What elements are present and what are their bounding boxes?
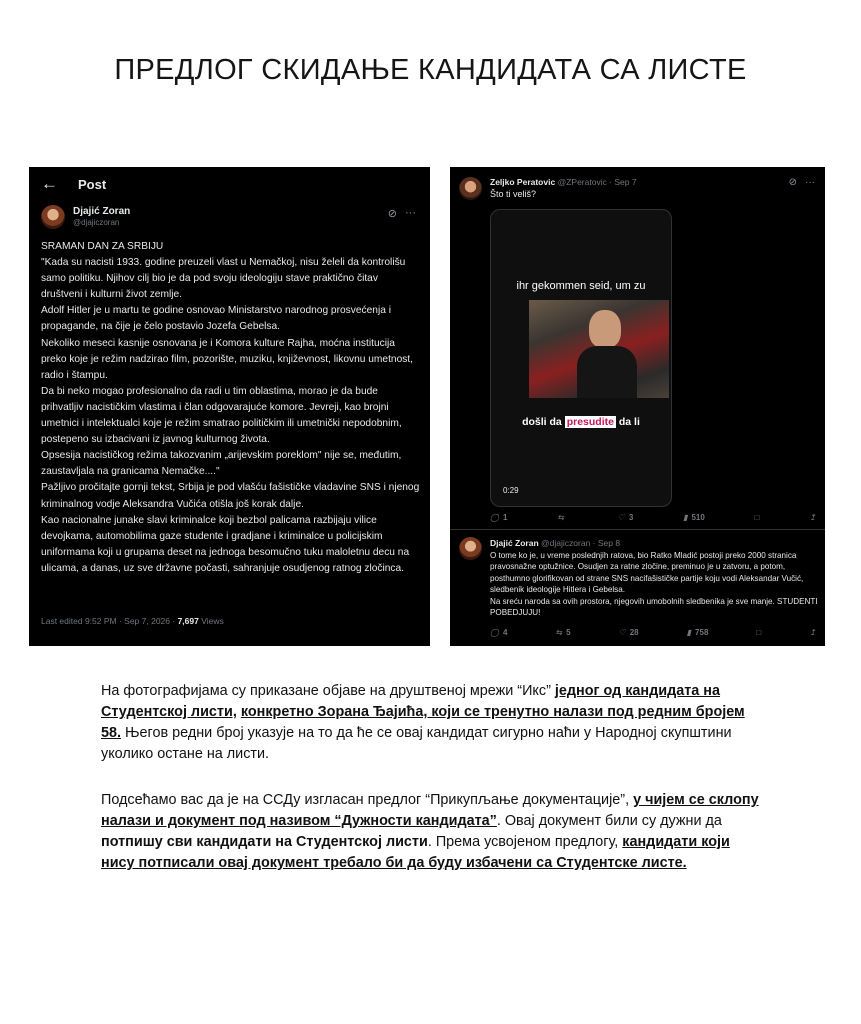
video-frame bbox=[529, 300, 669, 398]
post-text: SRAMAN DAN ZA SRBIJU "Kada su nacisti 1933. godine preuzeli vlast u Nemačkoj, nisu želeli da kontrolišu samo politiku. Njihov cilj bio je da pod svoju ideologiju stave praktično čitav društveni i kulturni život zemlje. Adolf Hitler je u martu te godine osnovao Ministarstvo narodnog prosvećenja i propagande, na čije je čelo postavio Jozefa Gebelsa. Nekoliko meseci kasnije osnovana je i Komora kulture Rajha, moćna institucija preko koje je režim nadzirao film, pozorište, muziku, književnost, likovnu umetnost, radio i štampu. Da bi neko mogao profesionalno da radi u tim oblastima, morao je da bude prihvatljiv nacističkim vlastima i član odgovarajuće komore. Jevreji, kao brojni umetnici i intelektualci koje je režim smatrao političkim ili umetnički nepodobnim, postepeno su izbacivani iz javnog kulturnog života. Opsesija nacističkog režima takozvanim „arijevskim poreklom" nije se, međutim, zaustavljala na granicama Nemačke...." Pažljivo pročitajte gornji tekst, Srbija je pod vlašću fašističke vladavine SNS i njenog kriminalnog vodje Aleksandra Vučića otišla još korak dalje. Kao nacionalne junake slavi kriminalce koji bezbol palicama razbijaju vilice devojkama, automobilima gaze studente i gradjane i kriminalce u policijskim uniformama koji u grupama deset na jednoga besomučno tuku maloletnu decu na ulicama, a danas, uz sve državne počasti, sahranjuje osudjenog ratnog zločinca. bbox=[41, 241, 420, 574]
page-title: ПРЕДЛОГ СКИДАЊЕ КАНДИДАТА СА ЛИСТЕ bbox=[114, 54, 747, 86]
bookmark-icon: □ bbox=[756, 628, 762, 637]
post-footer bbox=[41, 616, 224, 626]
emphasis-document: у чијем се склопу налази и документ под називом “Дужности кандидата” bbox=[101, 792, 759, 829]
views-label: Views bbox=[198, 616, 224, 626]
bookmark-button[interactable] bbox=[756, 628, 761, 637]
video-player[interactable] bbox=[490, 209, 672, 507]
post-author bbox=[490, 538, 620, 548]
caption-highlight: presudite bbox=[566, 416, 614, 428]
like-button[interactable]: ♡ 28 bbox=[618, 628, 639, 637]
reply-button[interactable]: ◯ 4 bbox=[490, 628, 508, 637]
post-text: O tome ko je, u vreme poslednjih ratova, bio Ratko Mladić postoji preko 2000 stranica pravosnažne optužnice. Osudjen za ratne zločine, preminuo je u zatvoru, a potom, posthumno glorifikovan od strane SNS nacifašističke partije koju vodi Aleksandar Vučić, sledbenik ideologije Hitlera i Gebelsa. Na sreću naroda sa ovih prostora, njegovih umobolnih sledbenika je sve manje. STUDENTI POBEDJUJU! bbox=[490, 551, 818, 618]
like-button[interactable]: ♡ 3 bbox=[617, 513, 634, 522]
repost-button[interactable]: ⇆ 5 bbox=[555, 628, 571, 637]
grok-icon[interactable]: ⊘ bbox=[788, 177, 797, 188]
paragraph-1: На фотографијама су приказане објаве на друштвеној мрежи “Икс” једног од кандидата на Студентској листи, конкретно Зорана Ђајића, који се тренутно налази под редним бројем 58. Његов редни број указује на то да ће се овај кандидат сигурно наћи у Народној скупштини уколико остане на листи. bbox=[101, 683, 745, 762]
views-icon: ▮ bbox=[683, 513, 688, 522]
right-post-screenshot bbox=[450, 167, 825, 646]
views-icon: ▮ bbox=[686, 628, 692, 637]
views-button[interactable]: ▮ 510 bbox=[683, 513, 705, 522]
views-button[interactable]: ▮ 758 bbox=[686, 628, 709, 637]
author-meta: @djajiczoran · Sep 8 bbox=[541, 538, 621, 548]
share-button[interactable] bbox=[809, 513, 816, 522]
more-icon[interactable]: ··· bbox=[805, 177, 815, 188]
grok-icon[interactable]: ⊘ bbox=[387, 208, 397, 220]
person-body bbox=[577, 346, 637, 398]
left-post-screenshot bbox=[29, 167, 430, 646]
avatar[interactable] bbox=[41, 205, 65, 229]
author-handle[interactable]: @djajiczoran bbox=[73, 218, 120, 227]
share-button[interactable] bbox=[809, 628, 816, 637]
emphasis-candidate: једног од кандидата на Студентској листи, bbox=[101, 683, 720, 720]
post-toolbar bbox=[388, 207, 416, 220]
author-name[interactable]: Djajić Zoran bbox=[490, 538, 539, 548]
reply-icon: ◯ bbox=[490, 628, 499, 637]
author-meta: @ZPeratovic · Sep 7 bbox=[557, 177, 637, 187]
author-name[interactable]: Zeljko Peratovic bbox=[490, 177, 556, 187]
divider bbox=[450, 529, 825, 530]
video-caption-top: ihr gekommen seid, um zu bbox=[516, 280, 646, 292]
emphasis-removal: кандидати који нису потписали овај документ требало би да буду избачени са Студентске листе. bbox=[101, 834, 730, 871]
reply-button[interactable]: ◯ 1 bbox=[490, 513, 508, 522]
reply-icon: ◯ bbox=[490, 513, 499, 522]
bookmark-button[interactable] bbox=[755, 513, 760, 522]
post-header-title: Post bbox=[78, 176, 107, 192]
share-icon: ↥ bbox=[809, 513, 816, 522]
video-duration: 0:29 bbox=[503, 486, 519, 495]
repost-icon: ⇆ bbox=[557, 513, 564, 522]
post-toolbar bbox=[789, 177, 815, 188]
post-actions bbox=[490, 628, 816, 637]
person-face bbox=[589, 310, 621, 348]
emphasis-sign: потпишу сви кандидати на Студентској листи bbox=[101, 834, 428, 850]
avatar[interactable] bbox=[459, 177, 482, 200]
more-icon[interactable]: ··· bbox=[405, 207, 416, 219]
like-icon: ♡ bbox=[617, 513, 625, 522]
post-author bbox=[490, 177, 637, 187]
views-count: 7,697 bbox=[177, 616, 199, 626]
emphasis-name: конкретно Зорана Ђајића, који се тренутно налази под редним бројем 58. bbox=[101, 704, 745, 741]
arrow-left-icon[interactable]: ← bbox=[41, 174, 58, 193]
like-icon: ♡ bbox=[618, 628, 626, 637]
post-timestamp: Last edited 9:52 PM · Sep 7, 2026 · bbox=[41, 616, 178, 626]
repost-icon: ⇆ bbox=[555, 628, 563, 637]
post-header bbox=[41, 173, 106, 195]
bookmark-icon: □ bbox=[754, 513, 760, 522]
post-author bbox=[41, 205, 130, 229]
post-actions bbox=[490, 513, 816, 522]
paragraph-2: Подсећамо вас да је на ССДу изгласан предлог “Прикупљање документације”, у чијем се склопу налази и документ под називом “Дужности кандидата”. Овај документ били су дужни да потпишу сви кандидати на Студентској листи. Према усвојеном предлогу, кандидати који нису потписали овај документ требало би да буду избачени са Студентске листе. bbox=[101, 792, 759, 871]
avatar[interactable] bbox=[459, 537, 482, 560]
author-name[interactable]: Djajić Zoran bbox=[73, 206, 131, 217]
post-text: Što ti veliš? bbox=[490, 189, 537, 199]
repost-button[interactable] bbox=[557, 513, 568, 522]
video-caption-bottom: došli da presudite da li bbox=[522, 416, 640, 428]
share-icon: ↥ bbox=[809, 628, 816, 637]
